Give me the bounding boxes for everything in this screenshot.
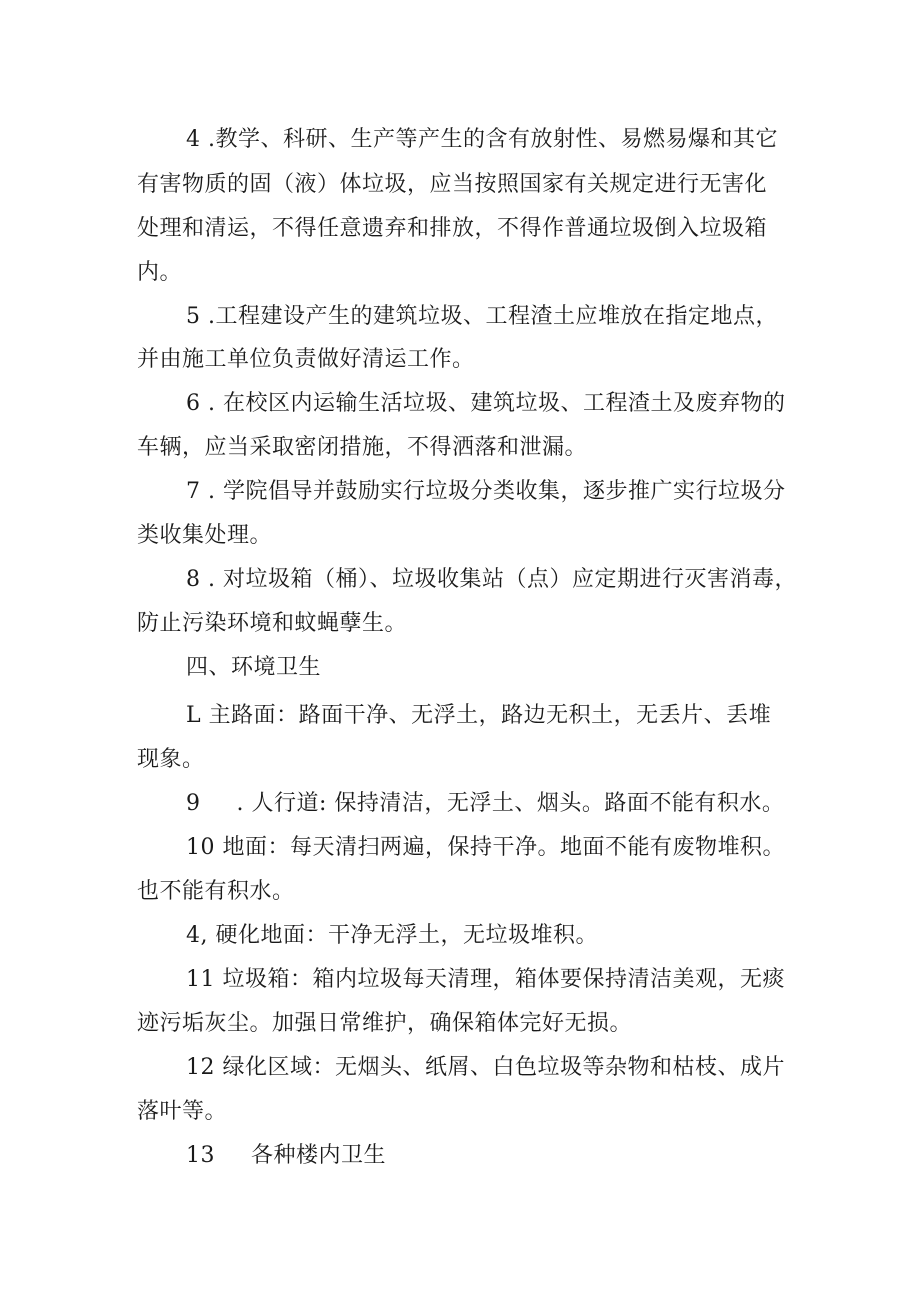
env12-line2: 落叶等。 — [137, 1099, 228, 1124]
item6-line2: 车辆，应当采取密闭措施，不得洒落和泄漏。 — [137, 435, 588, 460]
env10-line1: 10 地面：每天清扫两遍，保持干净。地面不能有废物堆积。 — [186, 835, 785, 860]
item8-line1: 8 . 对垃圾箱（桶）、垃圾收集站（点）应定期进行灭害消毒， — [186, 567, 797, 592]
item4-line2: 有害物质的固（液）体垃圾，应当按照国家有关规定进行无害化 — [137, 172, 768, 197]
env13-number: 13 — [186, 1143, 215, 1168]
env9-line — [186, 789, 784, 819]
item5-line2: 并由施工单位负责做好清运工作。 — [137, 347, 475, 372]
item4-line3: 处理和清运，不得任意遗弃和排放，不得作普通垃圾倒入垃圾箱 — [137, 216, 768, 241]
item8-line2: 防止污染环境和蚊蝇孽生。 — [137, 611, 408, 636]
env9-number: 9 — [186, 791, 201, 816]
env9-text: . 人行道: 保持清洁，无浮土、烟头。路面不能有积水。 — [236, 791, 785, 816]
item7-line2: 类收集处理。 — [137, 523, 273, 548]
env12-line1: 12 绿化区域：无烟头、纸屑、白色垃圾等杂物和枯枝、成片 — [186, 1055, 785, 1080]
env11-line2: 迹污垢灰尘。加强日常维护，确保箱体完好无损。 — [137, 1011, 633, 1036]
item6-line1: 6 . 在校区内运输生活垃圾、建筑垃圾、工程渣土及废弃物的 — [186, 391, 786, 416]
env13-text: 各种楼内卫生 — [251, 1143, 387, 1168]
item4-line1: 4 .教学、科研、生产等产生的含有放射性、易燃易爆和其它 — [186, 127, 778, 152]
env4-line1: 4, 硬化地面：干净无浮土，无垃圾堆积。 — [186, 923, 598, 948]
env13-line — [186, 1141, 386, 1171]
env1-line1: L 主路面：路面干净、无浮土，路边无积土，无丢片、丢堆 — [186, 703, 772, 728]
env10-line2: 也不能有积水。 — [137, 879, 295, 904]
section-heading: 四、环境卫生 — [186, 655, 322, 680]
env1-line2: 现象。 — [137, 747, 205, 772]
env11-line1: 11 垃圾箱：箱内垃圾每天清理，箱体要保持清洁美观，无痰 — [186, 967, 785, 992]
item7-line1: 7 . 学院倡导并鼓励实行垃圾分类收集，逐步推广实行垃圾分 — [186, 479, 786, 504]
item4-line4: 内。 — [137, 260, 183, 285]
item5-line1: 5 .工程建设产生的建筑垃圾、工程渣土应堆放在指定地点， — [186, 304, 778, 329]
